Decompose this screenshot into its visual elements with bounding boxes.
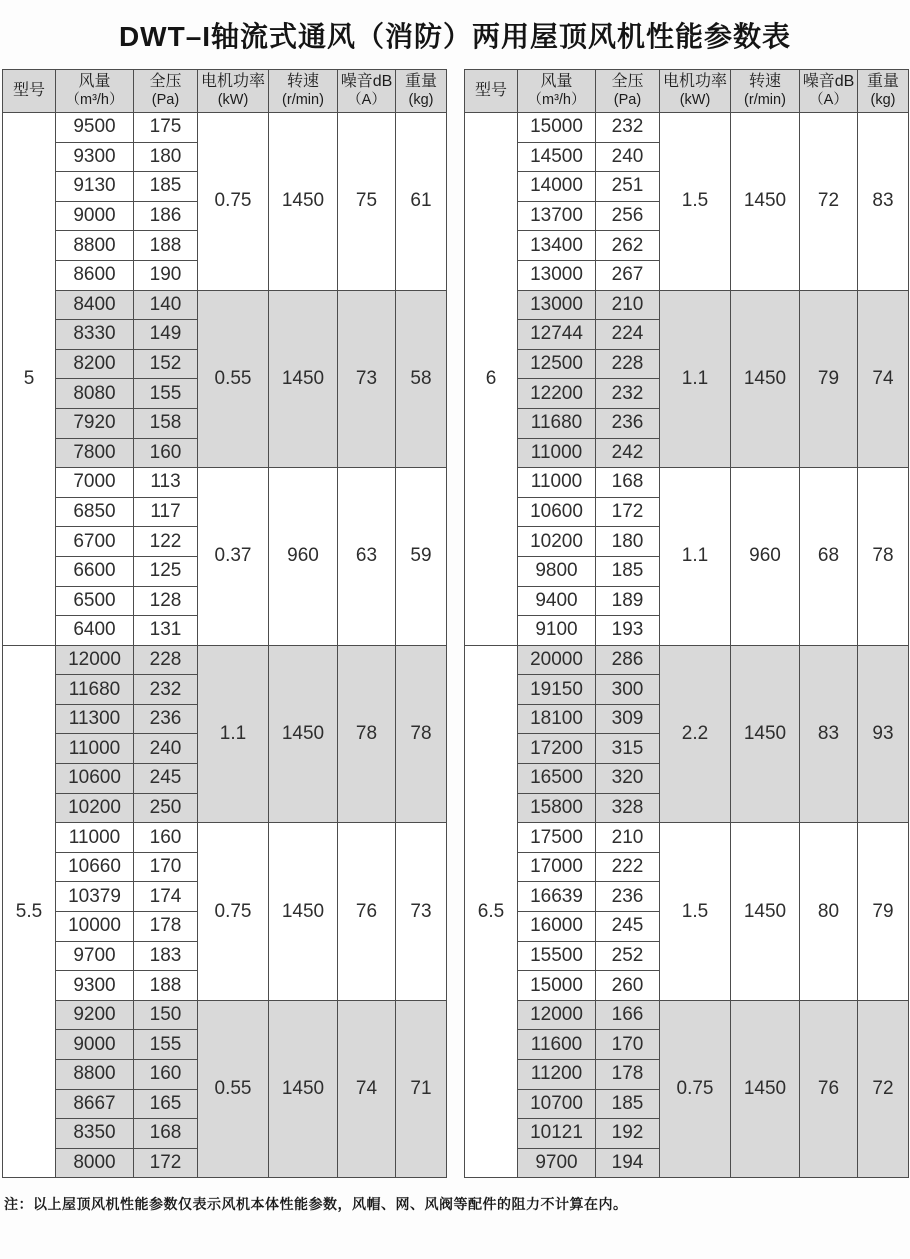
- table-row: [3, 645, 447, 675]
- cell-noise: 80: [800, 823, 858, 1001]
- cell-airflow: 12000: [56, 645, 134, 675]
- header-row: [3, 70, 447, 113]
- cell-airflow: 15000: [518, 971, 596, 1001]
- cell-weight: 78: [858, 468, 909, 646]
- cell-pressure: 260: [596, 971, 660, 1001]
- cell-airflow: 9700: [518, 1148, 596, 1178]
- cell-airflow: 10379: [56, 882, 134, 912]
- cell-power: 1.5: [660, 113, 731, 291]
- cell-pressure: 188: [134, 231, 198, 261]
- cell-airflow: 8200: [56, 349, 134, 379]
- cell-airflow: 9800: [518, 556, 596, 586]
- cell-weight: 83: [858, 113, 909, 291]
- cell-weight: 71: [396, 1000, 447, 1178]
- header-airflow: [56, 70, 134, 113]
- spec-table-left: [2, 69, 447, 1178]
- cell-airflow: 19150: [518, 675, 596, 705]
- cell-pressure: 172: [134, 1148, 198, 1178]
- table-row: [3, 468, 447, 498]
- cell-pressure: 168: [134, 1119, 198, 1149]
- cell-speed: 1450: [269, 1000, 338, 1178]
- cell-pressure: 236: [596, 408, 660, 438]
- header-airflow-unit: （m³/h）: [65, 91, 124, 108]
- cell-model: 6.5: [465, 645, 518, 1178]
- cell-airflow: 8080: [56, 379, 134, 409]
- cell-airflow: 15800: [518, 793, 596, 823]
- header-power-label: 电机功率: [200, 73, 265, 91]
- cell-pressure: 192: [596, 1119, 660, 1149]
- cell-pressure: 222: [596, 852, 660, 882]
- cell-pressure: 190: [134, 260, 198, 290]
- cell-speed: 1450: [269, 645, 338, 823]
- cell-speed: 960: [731, 468, 800, 646]
- cell-airflow: 6850: [56, 497, 134, 527]
- cell-airflow: 13700: [518, 201, 596, 231]
- cell-pressure: 185: [134, 172, 198, 202]
- cell-airflow: 7800: [56, 438, 134, 468]
- cell-pressure: 150: [134, 1000, 198, 1030]
- cell-airflow: 13400: [518, 231, 596, 261]
- header-pressure: [596, 70, 660, 113]
- cell-pressure: 172: [596, 497, 660, 527]
- tables-row: [2, 69, 910, 1178]
- page-title: DWT–I轴流式通风（消防）两用屋顶风机性能参数表: [118, 21, 792, 52]
- table-row: [3, 290, 447, 320]
- spec-table-right: [464, 69, 909, 1178]
- cell-airflow: 7920: [56, 408, 134, 438]
- table-body-left: [3, 113, 447, 1178]
- cell-pressure: 183: [134, 941, 198, 971]
- header-power-unit: (kW): [679, 91, 711, 108]
- cell-airflow: 8667: [56, 1089, 134, 1119]
- header-noise-label: 噪音dB: [340, 73, 393, 91]
- header-speed-label: 转速: [748, 73, 781, 91]
- cell-pressure: 242: [596, 438, 660, 468]
- cell-pressure: 245: [596, 912, 660, 942]
- cell-pressure: 251: [596, 172, 660, 202]
- cell-pressure: 170: [134, 852, 198, 882]
- cell-airflow: 16000: [518, 912, 596, 942]
- cell-speed: 1450: [269, 823, 338, 1001]
- cell-pressure: 232: [596, 379, 660, 409]
- cell-noise: 72: [800, 113, 858, 291]
- cell-speed: 1450: [269, 113, 338, 291]
- table-row: [465, 468, 909, 498]
- table-body-right: [465, 113, 909, 1178]
- cell-pressure: 185: [596, 1089, 660, 1119]
- cell-weight: 59: [396, 468, 447, 646]
- cell-power: 0.55: [198, 290, 269, 468]
- cell-pressure: 170: [596, 1030, 660, 1060]
- cell-airflow: 8350: [56, 1119, 134, 1149]
- header-speed-unit: (r/min): [744, 91, 786, 108]
- cell-airflow: 13000: [518, 290, 596, 320]
- cell-pressure: 185: [596, 556, 660, 586]
- cell-power: 0.75: [660, 1000, 731, 1178]
- cell-airflow: 10600: [56, 764, 134, 794]
- cell-model: 5: [3, 113, 56, 646]
- cell-airflow: 10200: [56, 793, 134, 823]
- cell-airflow: 9000: [56, 1030, 134, 1060]
- cell-noise: 83: [800, 645, 858, 823]
- cell-airflow: 8400: [56, 290, 134, 320]
- cell-pressure: 252: [596, 941, 660, 971]
- cell-weight: 73: [396, 823, 447, 1001]
- cell-airflow: 15000: [518, 113, 596, 143]
- cell-weight: 72: [858, 1000, 909, 1178]
- footnote: 注：以上屋顶风机性能参数仅表示风机本体性能参数，风帽、网、风阀等配件的阻力不计算在内。: [4, 1196, 628, 1213]
- cell-pressure: 160: [134, 438, 198, 468]
- header-airflow-label: 风量: [540, 73, 573, 91]
- cell-noise: 68: [800, 468, 858, 646]
- cell-pressure: 315: [596, 734, 660, 764]
- cell-pressure: 240: [596, 142, 660, 172]
- cell-airflow: 8800: [56, 1060, 134, 1090]
- cell-pressure: 210: [596, 823, 660, 853]
- table-row: [465, 645, 909, 675]
- header-model-label: 型号: [474, 82, 507, 100]
- cell-noise: 74: [338, 1000, 396, 1178]
- cell-airflow: 11600: [518, 1030, 596, 1060]
- header-row: [465, 70, 909, 113]
- header-pressure-unit: (Pa): [151, 91, 180, 108]
- cell-airflow: 12000: [518, 1000, 596, 1030]
- cell-airflow: 6500: [56, 586, 134, 616]
- header-power: [660, 70, 731, 113]
- cell-pressure: 300: [596, 675, 660, 705]
- header-noise-label: 噪音dB: [802, 73, 855, 91]
- cell-pressure: 152: [134, 349, 198, 379]
- cell-airflow: 11000: [56, 823, 134, 853]
- cell-noise: 79: [800, 290, 858, 468]
- cell-airflow: 9000: [56, 201, 134, 231]
- cell-speed: 1450: [731, 1000, 800, 1178]
- table-row: [465, 1000, 909, 1030]
- header-noise: [338, 70, 396, 113]
- header-model: [465, 70, 518, 113]
- cell-pressure: 149: [134, 320, 198, 350]
- header-noise: [800, 70, 858, 113]
- cell-pressure: 193: [596, 616, 660, 646]
- cell-weight: 58: [396, 290, 447, 468]
- cell-pressure: 228: [596, 349, 660, 379]
- cell-airflow: 9200: [56, 1000, 134, 1030]
- cell-power: 1.1: [198, 645, 269, 823]
- cell-airflow: 17500: [518, 823, 596, 853]
- cell-airflow: 6600: [56, 556, 134, 586]
- header-weight: [858, 70, 909, 113]
- cell-speed: 1450: [731, 823, 800, 1001]
- cell-pressure: 174: [134, 882, 198, 912]
- table-row: [3, 113, 447, 143]
- cell-airflow: 9500: [56, 113, 134, 143]
- cell-airflow: 16639: [518, 882, 596, 912]
- table-row: [3, 823, 447, 853]
- cell-noise: 76: [800, 1000, 858, 1178]
- cell-noise: 63: [338, 468, 396, 646]
- header-pressure: [134, 70, 198, 113]
- cell-airflow: 8800: [56, 231, 134, 261]
- cell-power: 1.1: [660, 290, 731, 468]
- header-weight-label: 重量: [404, 73, 437, 91]
- cell-pressure: 328: [596, 793, 660, 823]
- cell-pressure: 256: [596, 201, 660, 231]
- cell-airflow: 8000: [56, 1148, 134, 1178]
- cell-speed: 1450: [269, 290, 338, 468]
- cell-airflow: 9100: [518, 616, 596, 646]
- cell-pressure: 155: [134, 1030, 198, 1060]
- cell-noise: 78: [338, 645, 396, 823]
- cell-pressure: 194: [596, 1148, 660, 1178]
- cell-weight: 93: [858, 645, 909, 823]
- cell-pressure: 250: [134, 793, 198, 823]
- cell-airflow: 15500: [518, 941, 596, 971]
- cell-airflow: 10600: [518, 497, 596, 527]
- cell-airflow: 10000: [56, 912, 134, 942]
- cell-pressure: 128: [134, 586, 198, 616]
- cell-weight: 74: [858, 290, 909, 468]
- cell-speed: 1450: [731, 113, 800, 291]
- cell-pressure: 175: [134, 113, 198, 143]
- cell-airflow: 12744: [518, 320, 596, 350]
- cell-airflow: 7000: [56, 468, 134, 498]
- cell-pressure: 131: [134, 616, 198, 646]
- cell-pressure: 125: [134, 556, 198, 586]
- header-weight-label: 重量: [866, 73, 899, 91]
- cell-airflow: 9700: [56, 941, 134, 971]
- cell-airflow: 11680: [518, 408, 596, 438]
- cell-power: 0.37: [198, 468, 269, 646]
- cell-airflow: 11200: [518, 1060, 596, 1090]
- cell-airflow: 10200: [518, 527, 596, 557]
- cell-airflow: 10700: [518, 1089, 596, 1119]
- cell-pressure: 228: [134, 645, 198, 675]
- cell-pressure: 320: [596, 764, 660, 794]
- cell-power: 0.55: [198, 1000, 269, 1178]
- cell-airflow: 11000: [518, 438, 596, 468]
- cell-airflow: 11000: [56, 734, 134, 764]
- header-pressure-label: 全压: [149, 73, 182, 91]
- cell-pressure: 158: [134, 408, 198, 438]
- cell-power: 0.75: [198, 823, 269, 1001]
- cell-pressure: 224: [596, 320, 660, 350]
- cell-pressure: 165: [134, 1089, 198, 1119]
- cell-weight: 61: [396, 113, 447, 291]
- header-power: [198, 70, 269, 113]
- cell-airflow: 9130: [56, 172, 134, 202]
- cell-pressure: 210: [596, 290, 660, 320]
- header-speed-unit: (r/min): [282, 91, 324, 108]
- cell-power: 1.1: [660, 468, 731, 646]
- cell-pressure: 178: [134, 912, 198, 942]
- cell-airflow: 14500: [518, 142, 596, 172]
- cell-pressure: 113: [134, 468, 198, 498]
- cell-airflow: 16500: [518, 764, 596, 794]
- cell-pressure: 178: [596, 1060, 660, 1090]
- cell-pressure: 122: [134, 527, 198, 557]
- cell-pressure: 160: [134, 1060, 198, 1090]
- cell-noise: 76: [338, 823, 396, 1001]
- cell-airflow: 10121: [518, 1119, 596, 1149]
- cell-airflow: 11300: [56, 704, 134, 734]
- header-speed: [731, 70, 800, 113]
- table-row: [465, 823, 909, 853]
- cell-power: 1.5: [660, 823, 731, 1001]
- cell-pressure: 240: [134, 734, 198, 764]
- header-speed: [269, 70, 338, 113]
- header-model-label: 型号: [12, 82, 45, 100]
- cell-pressure: 180: [134, 142, 198, 172]
- header-pressure-unit: (Pa): [613, 91, 642, 108]
- table-row: [3, 1000, 447, 1030]
- header-pressure-label: 全压: [611, 73, 644, 91]
- header-power-unit: (kW): [217, 91, 249, 108]
- cell-airflow: 9300: [56, 971, 134, 1001]
- cell-pressure: 267: [596, 260, 660, 290]
- cell-airflow: 11000: [518, 468, 596, 498]
- header-airflow: [518, 70, 596, 113]
- cell-airflow: 12200: [518, 379, 596, 409]
- cell-speed: 1450: [731, 290, 800, 468]
- header-speed-label: 转速: [286, 73, 319, 91]
- cell-pressure: 160: [134, 823, 198, 853]
- table-row: [465, 113, 909, 143]
- cell-airflow: 9300: [56, 142, 134, 172]
- cell-weight: 78: [396, 645, 447, 823]
- cell-airflow: 14000: [518, 172, 596, 202]
- header-weight-unit: (kg): [870, 91, 896, 108]
- cell-power: 0.75: [198, 113, 269, 291]
- cell-pressure: 117: [134, 497, 198, 527]
- cell-airflow: 10660: [56, 852, 134, 882]
- header-airflow-label: 风量: [78, 73, 111, 91]
- cell-airflow: 9400: [518, 586, 596, 616]
- cell-airflow: 13000: [518, 260, 596, 290]
- cell-noise: 75: [338, 113, 396, 291]
- cell-airflow: 8600: [56, 260, 134, 290]
- cell-pressure: 168: [596, 468, 660, 498]
- cell-pressure: 155: [134, 379, 198, 409]
- table-row: [465, 290, 909, 320]
- cell-pressure: 236: [134, 704, 198, 734]
- cell-speed: 960: [269, 468, 338, 646]
- cell-model: 6: [465, 113, 518, 646]
- cell-model: 5.5: [3, 645, 56, 1178]
- cell-pressure: 166: [596, 1000, 660, 1030]
- cell-pressure: 180: [596, 527, 660, 557]
- cell-pressure: 286: [596, 645, 660, 675]
- cell-speed: 1450: [731, 645, 800, 823]
- header-power-label: 电机功率: [662, 73, 727, 91]
- cell-pressure: 140: [134, 290, 198, 320]
- cell-airflow: 8330: [56, 320, 134, 350]
- cell-airflow: 6700: [56, 527, 134, 557]
- cell-pressure: 188: [134, 971, 198, 1001]
- cell-noise: 73: [338, 290, 396, 468]
- header-weight: [396, 70, 447, 113]
- header-noise-unit: （A）: [809, 91, 848, 108]
- cell-weight: 79: [858, 823, 909, 1001]
- cell-airflow: 18100: [518, 704, 596, 734]
- cell-pressure: 186: [134, 201, 198, 231]
- cell-pressure: 232: [596, 113, 660, 143]
- header-airflow-unit: （m³/h）: [527, 91, 586, 108]
- cell-airflow: 12500: [518, 349, 596, 379]
- header-noise-unit: （A）: [347, 91, 386, 108]
- cell-power: 2.2: [660, 645, 731, 823]
- cell-airflow: 6400: [56, 616, 134, 646]
- cell-pressure: 309: [596, 704, 660, 734]
- cell-airflow: 20000: [518, 645, 596, 675]
- header-model: [3, 70, 56, 113]
- cell-pressure: 189: [596, 586, 660, 616]
- cell-pressure: 232: [134, 675, 198, 705]
- cell-airflow: 17200: [518, 734, 596, 764]
- cell-airflow: 11680: [56, 675, 134, 705]
- cell-airflow: 17000: [518, 852, 596, 882]
- cell-pressure: 262: [596, 231, 660, 261]
- cell-pressure: 245: [134, 764, 198, 794]
- cell-pressure: 236: [596, 882, 660, 912]
- header-weight-unit: (kg): [408, 91, 434, 108]
